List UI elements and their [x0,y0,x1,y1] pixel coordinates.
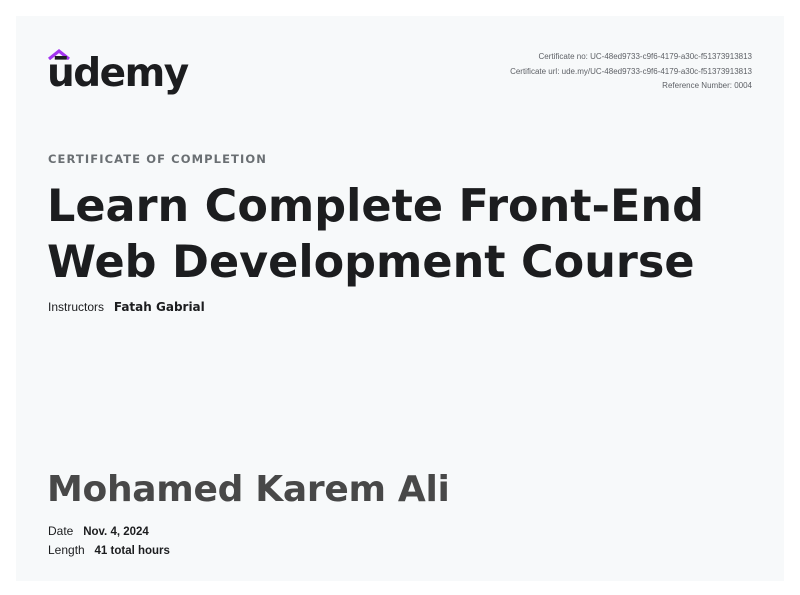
course-title-line-1: Learn Complete Front-End [47,181,704,232]
certificate [16,16,784,581]
instructors-value: Fatah Gabrial [113,300,205,314]
date-row [48,524,149,538]
length-row [48,543,170,557]
udemy-logo [47,48,188,98]
course-title-line-2: Web Development Course [47,237,695,288]
reference-number: Reference Number: 0004 [662,81,752,90]
course-title [47,179,767,291]
certificate-number: Certificate no: UC-48ed9733-c9f6-4179-a30c-f51373913813 [538,52,752,61]
length-value: 41 total hours [94,545,170,557]
date-label: Date [48,524,74,538]
date-value: Nov. 4, 2024 [83,526,149,538]
instructors [48,300,205,314]
length-label: Length [48,543,85,557]
certificate-url[interactable]: Certificate url: ude.my/UC-48ed9733-c9f6-4179-a30c-f51373913813 [510,66,752,76]
certificate-eyebrow: CERTIFICATE OF COMPLETION [48,152,267,166]
recipient-name: Mohamed Karem Ali [47,469,450,510]
udemy-wordmark: ūdemy [47,51,188,96]
instructors-label: Instructors [48,300,105,314]
certificate-meta [510,50,752,94]
